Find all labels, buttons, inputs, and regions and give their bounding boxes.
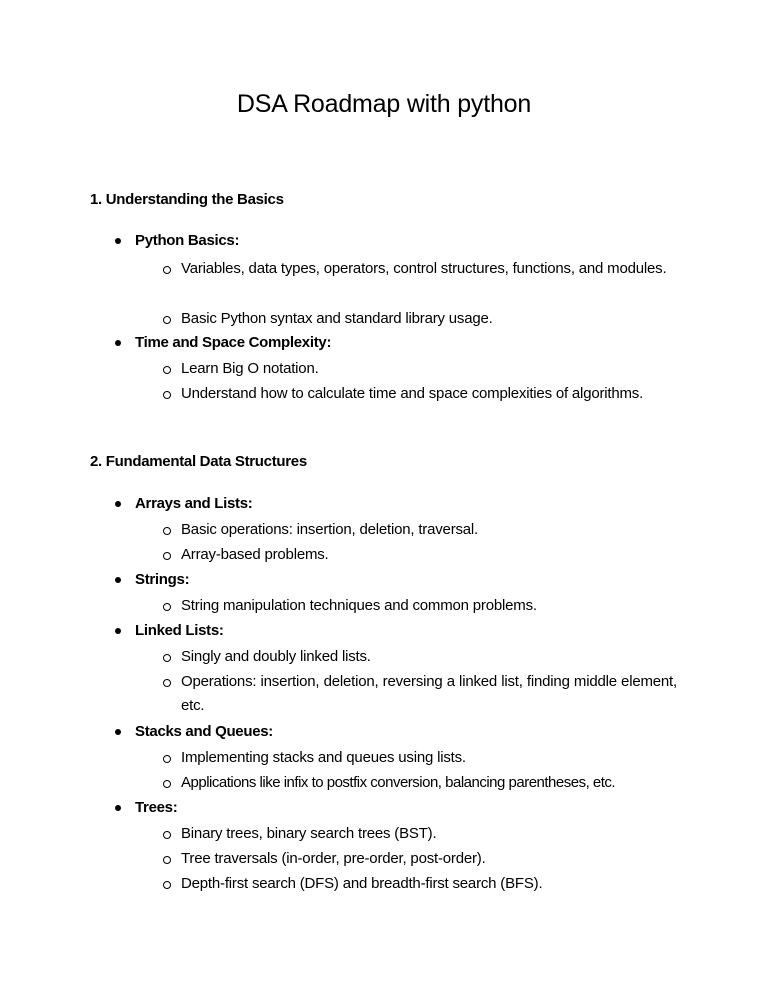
list-item-label: Time and Space Complexity: [135,334,332,351]
sub-list-item-text: Depth-first search (DFS) and breadth-first search (BFS). [181,875,543,892]
sub-list-item [181,257,677,281]
section-heading-data-structures: 2. Fundamental Data Structures [90,453,307,470]
sub-list-item [181,382,677,406]
sub-list-item [181,872,677,896]
list-item-label: Linked Lists: [135,622,224,639]
sub-list-item [181,822,677,846]
list-item-label: Arrays and Lists: [135,495,253,512]
sub-list-item [181,307,677,331]
sub-list-item [181,847,677,871]
list-item-label: Strings: [135,571,190,588]
bullet-icon [115,501,121,507]
sub-list-item [181,645,677,669]
list-item-trees [135,796,177,820]
sub-list-item [181,670,677,718]
sub-list-item-text: Implementing stacks and queues using lists. [181,749,466,766]
list-item-linked-lists [135,619,224,643]
sub-list-item-text: Tree traversals (in-order, pre-order, post-order). [181,850,486,867]
bullet-icon [115,340,121,346]
list-item-time-space-complexity [135,331,331,355]
hollow-bullet-icon [163,679,171,687]
sub-list-item-text: String manipulation techniques and common problems. [181,597,537,614]
list-item-stacks-queues [135,720,273,744]
hollow-bullet-icon [163,391,171,399]
page-title: DSA Roadmap with python [236,90,532,118]
sub-list-item-text: Binary trees, binary search trees (BST). [181,825,437,842]
hollow-bullet-icon [163,366,171,374]
bullet-icon [115,628,121,634]
section-heading-basics: 1. Understanding the Basics [90,191,284,208]
bullet-icon [115,805,121,811]
bullet-icon [115,577,121,583]
list-item-label: Trees: [135,799,178,816]
hollow-bullet-icon [163,654,171,662]
hollow-bullet-icon [163,603,171,611]
hollow-bullet-icon [163,881,171,889]
sub-list-item [181,357,677,381]
hollow-bullet-icon [163,780,171,788]
hollow-bullet-icon [163,527,171,535]
list-item-python-basics [135,229,239,253]
list-item-label: Python Basics: [135,232,240,249]
sub-list-item [181,543,677,567]
bullet-icon [115,238,121,244]
sub-list-item [181,746,677,770]
sub-list-item-text: Singly and doubly linked lists. [181,648,371,665]
sub-list-item-text: Learn Big O notation. [181,360,319,377]
sub-list-item-text: Basic Python syntax and standard library usage. [181,310,493,327]
hollow-bullet-icon [163,552,171,560]
list-item-label: Stacks and Queues: [135,723,273,740]
sub-list-item [181,594,677,618]
bullet-icon [115,729,121,735]
sub-list-item [181,771,701,795]
sub-list-item-text: Applications like infix to postfix conversion, balancing parentheses, etc. [181,774,616,791]
list-item-arrays-lists [135,492,252,516]
sub-list-item-text: Understand how to calculate time and space complexities of algorithms. [181,385,644,402]
sub-list-item-text: Variables, data types, operators, control structures, functions, and modules. [181,260,667,277]
sub-list-item-text: Array-based problems. [181,546,329,563]
sub-list-item-text: Operations: insertion, deletion, reversing a linked list, finding middle element, etc. [181,673,677,714]
hollow-bullet-icon [163,316,171,324]
sub-list-item-text: Basic operations: insertion, deletion, traversal. [181,521,479,538]
sub-list-item [181,518,677,542]
hollow-bullet-icon [163,831,171,839]
hollow-bullet-icon [163,266,171,274]
hollow-bullet-icon [163,856,171,864]
list-item-strings [135,568,189,592]
hollow-bullet-icon [163,755,171,763]
